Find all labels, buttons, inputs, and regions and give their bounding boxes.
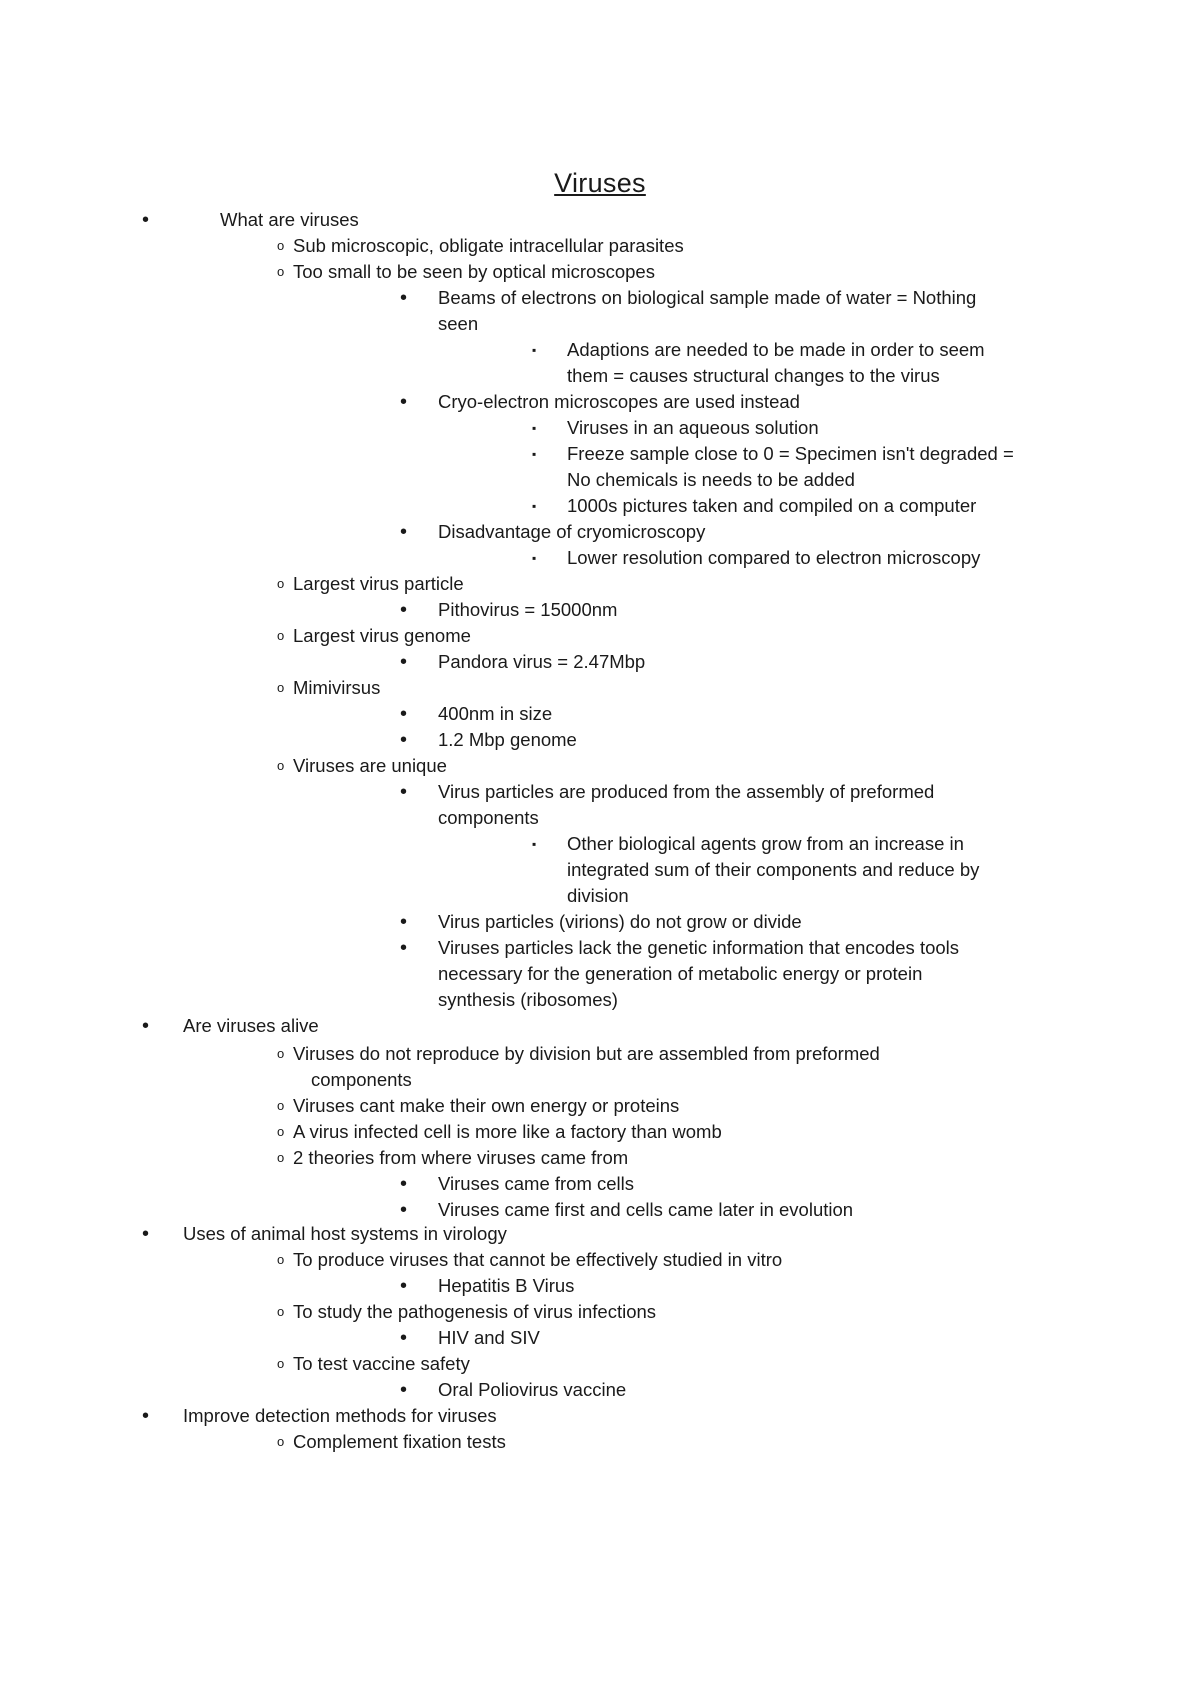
bullet-circle: o: [277, 628, 285, 643]
bullet-disc: •: [400, 287, 408, 309]
list-item: Too small to be seen by optical microscopes: [293, 261, 655, 282]
list-item: Adaptions are needed to be made in order to seem: [567, 339, 985, 360]
bullet-square: ▪: [532, 499, 537, 513]
bullet-circle: o: [277, 1434, 285, 1449]
list-item: Largest virus particle: [293, 573, 464, 594]
list-item: Beams of electrons on biological sample made of water = Nothing: [438, 287, 977, 308]
bullet-square: ▪: [532, 837, 537, 851]
list-item-continued: synthesis (ribosomes): [438, 989, 618, 1010]
list-item-continued: division: [567, 885, 629, 906]
bullet-circle: o: [277, 1046, 285, 1061]
list-item: 2 theories from where viruses came from: [293, 1147, 629, 1168]
list-item: Viruses cant make their own energy or proteins: [293, 1095, 680, 1116]
bullet-disc: •: [400, 521, 408, 543]
list-item: To produce viruses that cannot be effectively studied in vitro: [293, 1249, 783, 1270]
bullet-square: ▪: [532, 447, 537, 461]
list-item: Complement fixation tests: [293, 1431, 506, 1452]
list-item: Virus particles are produced from the assembly of preformed: [438, 781, 935, 802]
bullet-disc: •: [400, 1275, 408, 1297]
list-item-continued: components: [311, 1069, 412, 1090]
list-item: Lower resolution compared to electron microscopy: [567, 547, 981, 568]
list-item: Viruses are unique: [293, 755, 447, 776]
bullet-disc: •: [142, 1405, 150, 1427]
bullet-disc: •: [400, 599, 408, 621]
bullet-disc: •: [400, 1327, 408, 1349]
bullet-circle: o: [277, 1098, 285, 1113]
list-item: Viruses in an aqueous solution: [567, 417, 819, 438]
bullet-disc: •: [400, 391, 408, 413]
bullet-circle: o: [277, 758, 285, 773]
bullet-circle: o: [277, 1252, 285, 1267]
list-item: Are viruses alive: [183, 1015, 319, 1036]
list-item: Hepatitis B Virus: [438, 1275, 575, 1296]
bullet-disc: •: [400, 729, 408, 751]
list-item-continued: them = causes structural changes to the virus: [567, 365, 940, 386]
list-item: Cryo-electron microscopes are used instead: [438, 391, 800, 412]
page-title: Viruses: [554, 168, 646, 199]
bullet-circle: o: [277, 264, 285, 279]
list-item: Viruses came first and cells came later in evolution: [438, 1199, 854, 1220]
list-item-continued: integrated sum of their components and reduce by: [567, 859, 980, 880]
bullet-disc: •: [142, 209, 150, 231]
bullet-circle: o: [277, 1124, 285, 1139]
bullet-circle: o: [277, 238, 285, 253]
list-item: Virus particles (virions) do not grow or divide: [438, 911, 802, 932]
bullet-circle: o: [277, 1356, 285, 1371]
bullet-circle: o: [277, 1304, 285, 1319]
bullet-circle: o: [277, 680, 285, 695]
list-item: 1000s pictures taken and compiled on a computer: [567, 495, 977, 516]
bullet-disc: •: [142, 1015, 150, 1037]
list-item: Other biological agents grow from an increase in: [567, 833, 964, 854]
bullet-disc: •: [400, 781, 408, 803]
list-item: Pandora virus = 2.47Mbp: [438, 651, 646, 672]
list-item: Uses of animal host systems in virology: [183, 1223, 507, 1244]
bullet-disc: •: [400, 651, 408, 673]
list-item: 400nm in size: [438, 703, 553, 724]
list-item: Mimivirsus: [293, 677, 381, 698]
bullet-disc: •: [400, 1379, 408, 1401]
list-item-continued: components: [438, 807, 539, 828]
list-item: Viruses particles lack the genetic information that encodes tools: [438, 937, 960, 958]
list-item-continued: necessary for the generation of metabolic energy or protein: [438, 963, 923, 984]
list-item: To test vaccine safety: [293, 1353, 470, 1374]
list-item: To study the pathogenesis of virus infections: [293, 1301, 657, 1322]
list-item-continued: seen: [438, 313, 479, 334]
bullet-circle: o: [277, 1150, 285, 1165]
list-item: Pithovirus = 15000nm: [438, 599, 618, 620]
list-item: Oral Poliovirus vaccine: [438, 1379, 627, 1400]
list-item: A virus infected cell is more like a factory than womb: [293, 1121, 722, 1142]
list-item-continued: No chemicals is needs to be added: [567, 469, 855, 490]
list-item: Improve detection methods for viruses: [183, 1405, 497, 1426]
bullet-square: ▪: [532, 551, 537, 565]
bullet-square: ▪: [532, 421, 537, 435]
list-item: Viruses do not reproduce by division but are assembled from preformed: [293, 1043, 880, 1064]
bullet-circle: o: [277, 576, 285, 591]
list-item: Freeze sample close to 0 = Specimen isn't degraded =: [567, 443, 1014, 464]
list-item: Largest virus genome: [293, 625, 471, 646]
bullet-disc: •: [400, 1199, 408, 1221]
bullet-disc: •: [400, 911, 408, 933]
bullet-disc: •: [400, 703, 408, 725]
list-item: Viruses came from cells: [438, 1173, 635, 1194]
bullet-disc: •: [142, 1223, 150, 1245]
bullet-disc: •: [400, 937, 408, 959]
list-item: Disadvantage of cryomicroscopy: [438, 521, 706, 542]
list-item: Sub microscopic, obligate intracellular parasites: [293, 235, 684, 256]
bullet-square: ▪: [532, 343, 537, 357]
list-item: 1.2 Mbp genome: [438, 729, 577, 750]
list-item: What are viruses: [220, 209, 359, 230]
bullet-disc: •: [400, 1173, 408, 1195]
list-item: HIV and SIV: [438, 1327, 540, 1348]
